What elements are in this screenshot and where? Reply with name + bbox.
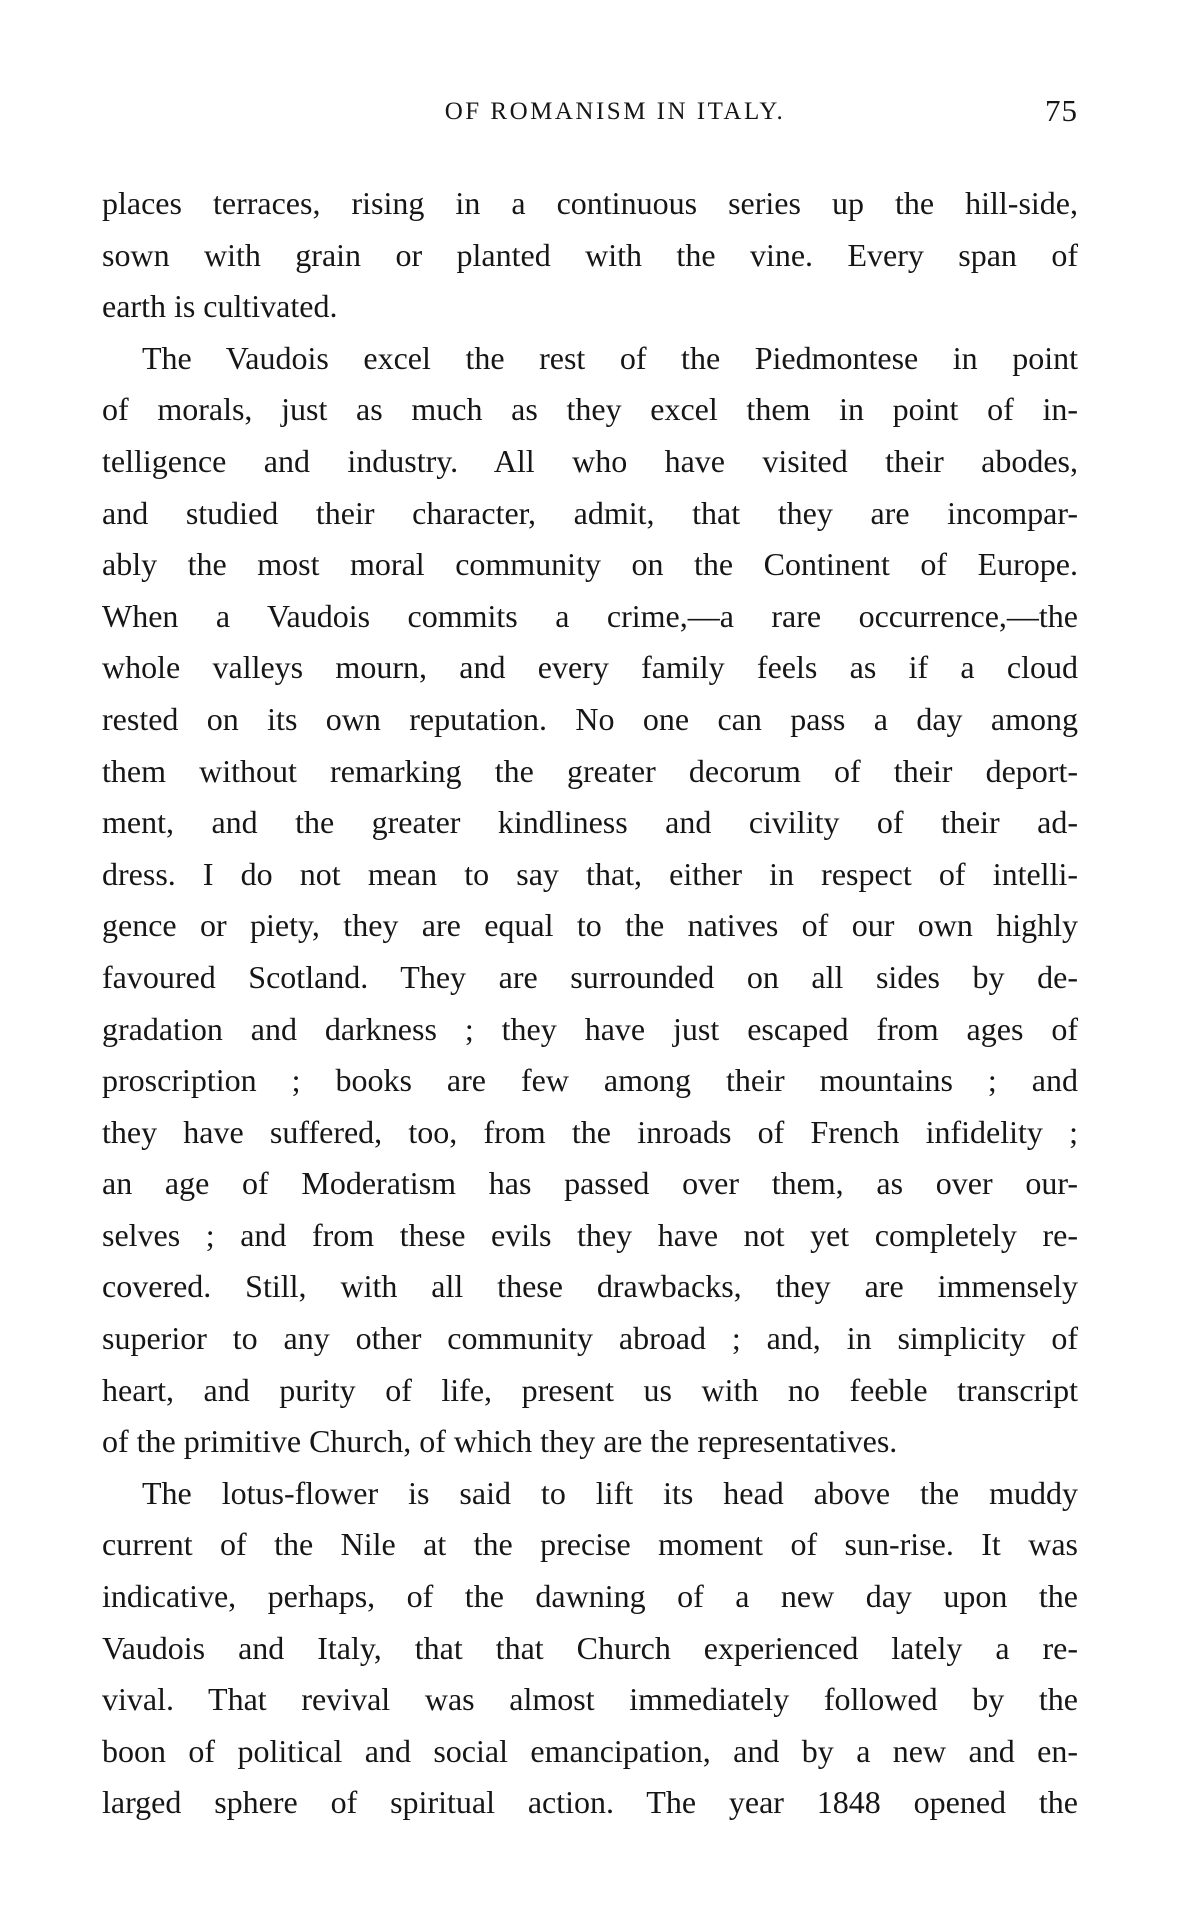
text-line: larged sphere of spiritual action. The year 1848 opened the (102, 1784, 1078, 1821)
body-text (102, 178, 1078, 1829)
text-line: favoured Scotland. They are surrounded on all sides by de- (102, 958, 1078, 995)
text-line: When a Vaudois commits a crime,—a rare occurrence,—the (102, 597, 1078, 634)
page-number: 75 (1045, 93, 1078, 128)
text-line: superior to any other community abroad ; and, in simplicity of (102, 1320, 1078, 1357)
text-line: of the primitive Church, of which they are the representatives. (102, 1423, 898, 1460)
text-line: vival. That revival was almost immediately followed by the (102, 1681, 1078, 1718)
text-line: them without remarking the greater decorum of their deport- (102, 752, 1078, 789)
text-line: heart, and purity of life, present us with no feeble transcript (102, 1371, 1078, 1408)
text-line: dress. I do not mean to say that, either in respect of intelli- (102, 855, 1078, 892)
text-line: indicative, perhaps, of the dawning of a new day upon the (102, 1578, 1078, 1615)
text-line: an age of Moderatism has passed over them, as over our- (102, 1165, 1078, 1202)
text-line: boon of political and social emancipation, and by a new and en- (102, 1732, 1078, 1769)
text-line: current of the Nile at the precise moment of sun-rise. It was (102, 1526, 1078, 1563)
running-title: OF ROMANISM IN ITALY. (444, 98, 786, 125)
text-line: earth is cultivated. (102, 288, 338, 325)
text-line: covered. Still, with all these drawbacks, they are immensely (102, 1268, 1078, 1305)
text-line: proscription ; books are few among their mountains ; and (102, 1062, 1078, 1099)
text-line: gradation and darkness ; they have just escaped from ages of (102, 1010, 1078, 1047)
text-line: ment, and the greater kindliness and civility of their ad- (102, 804, 1078, 841)
text-line: selves ; and from these evils they have not yet completely re- (102, 1216, 1078, 1253)
text-line: whole valleys mourn, and every family feels as if a cloud (102, 649, 1078, 686)
paragraph-start-line: The Vaudois excel the rest of the Piedmontese in point (142, 339, 1078, 376)
text-line: and studied their character, admit, that they are incompar- (102, 494, 1078, 531)
text-line: sown with grain or planted with the vine. Every span of (102, 236, 1078, 273)
text-line: gence or piety, they are equal to the natives of our own highly (102, 907, 1078, 944)
text-line: Vaudois and Italy, that that Church experienced lately a re- (102, 1629, 1078, 1666)
text-line: of morals, just as much as they excel them in point of in- (102, 391, 1078, 428)
text-line: places terraces, rising in a continuous series up the hill-side, (102, 185, 1078, 221)
text-line: rested on its own reputation. No one can pass a day among (102, 700, 1078, 737)
text-line: ably the most moral community on the Continent of Europe. (102, 546, 1078, 583)
paragraph-start-line: The lotus-flower is said to lift its head above the muddy (142, 1474, 1078, 1511)
running-head (102, 93, 1078, 136)
text-line: they have suffered, too, from the inroads of French infidelity ; (102, 1113, 1078, 1150)
text-line: telligence and industry. All who have visited their abodes, (102, 442, 1078, 479)
